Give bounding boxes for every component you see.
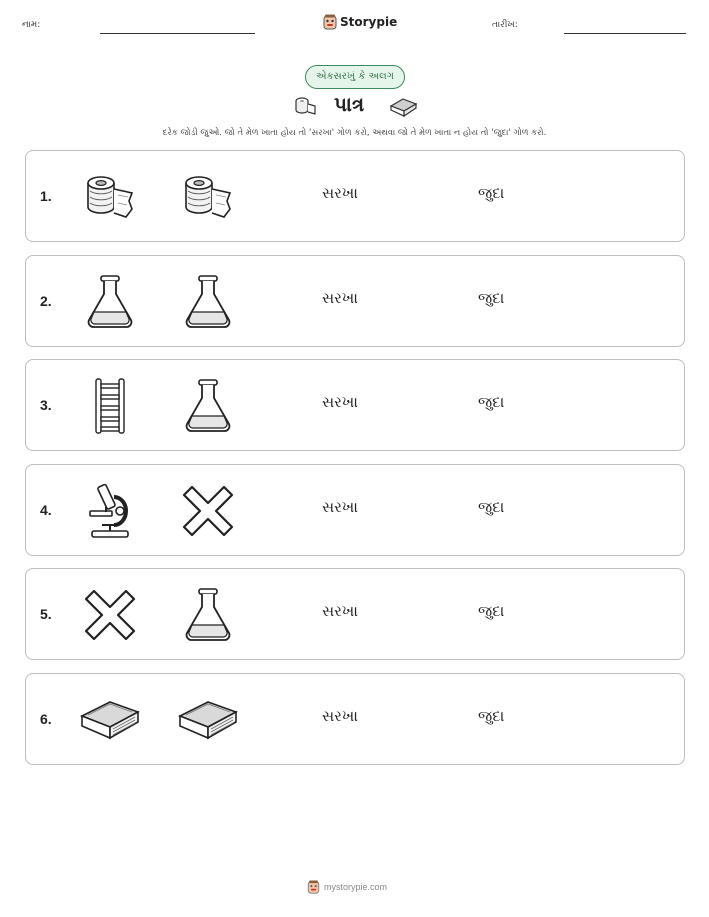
- date-field[interactable]: [564, 33, 686, 34]
- same-option[interactable]: સરખા: [322, 497, 358, 516]
- title-row: [0, 92, 709, 122]
- different-option[interactable]: જુદા: [478, 393, 505, 411]
- row-number: 6.: [40, 710, 52, 727]
- pair-row-2: [25, 255, 685, 347]
- storypie-mascot-icon: [323, 14, 337, 30]
- row-number: 3.: [40, 397, 52, 413]
- same-option[interactable]: સરખા: [322, 393, 358, 411]
- flask-icon: [178, 376, 238, 436]
- same-option[interactable]: સરખા: [322, 184, 358, 202]
- book-icon: [178, 690, 238, 750]
- footer-url: mystorypie.com: [324, 882, 388, 892]
- date-label: તારીખ:: [492, 20, 518, 30]
- different-option[interactable]: જુદા: [478, 706, 505, 725]
- toilet-paper-icon: [178, 167, 238, 227]
- ladder-icon: [80, 376, 140, 436]
- row-number: 5.: [40, 606, 52, 622]
- same-option[interactable]: સરખા: [322, 706, 358, 725]
- flask-icon: [80, 272, 140, 332]
- name-label: નામ:: [22, 20, 41, 30]
- flask-icon: [178, 272, 238, 332]
- storypie-mascot-icon: [307, 880, 320, 894]
- row-number: 2.: [40, 292, 52, 309]
- toilet-paper-icon: [80, 167, 140, 227]
- pair-row-5: [25, 568, 685, 660]
- pair-row-4: [25, 464, 685, 556]
- brand-name: Storypie: [340, 15, 398, 29]
- different-option[interactable]: જુદા: [478, 184, 505, 202]
- pair-row-6: [25, 673, 685, 765]
- worksheet-header: [0, 14, 709, 40]
- x-mark-icon: [178, 481, 238, 541]
- book-icon: [388, 94, 418, 118]
- x-mark-icon: [80, 585, 140, 645]
- same-option[interactable]: સરખા: [322, 288, 358, 307]
- pair-row-1: [25, 150, 685, 242]
- pair-row-3: [25, 359, 685, 451]
- microscope-icon: [80, 481, 140, 541]
- footer: [307, 880, 387, 894]
- toilet-paper-icon: [293, 94, 317, 118]
- same-option[interactable]: સરખા: [322, 602, 358, 620]
- different-option[interactable]: જુદા: [478, 288, 505, 307]
- different-option[interactable]: જુદા: [478, 602, 505, 620]
- name-field[interactable]: [100, 33, 255, 34]
- brand-logo: [323, 14, 397, 30]
- row-number: 4.: [40, 501, 52, 518]
- instructions: દરેક જોડી જુઓ. જો તે મેળ ખાતા હોય તો 'સરખા' ગોળ કરો, અથવા જો તે મેળ ખાતા ન હોય તો 'જુદા' ગોળ કરો.: [162, 128, 547, 138]
- flask-icon: [178, 585, 238, 645]
- book-icon: [80, 690, 140, 750]
- row-number: 1.: [40, 188, 52, 204]
- worksheet-title: પાત્ર: [334, 92, 365, 116]
- topic-badge: એકસરખું કે અલગ: [305, 65, 405, 89]
- different-option[interactable]: જુદા: [478, 497, 505, 516]
